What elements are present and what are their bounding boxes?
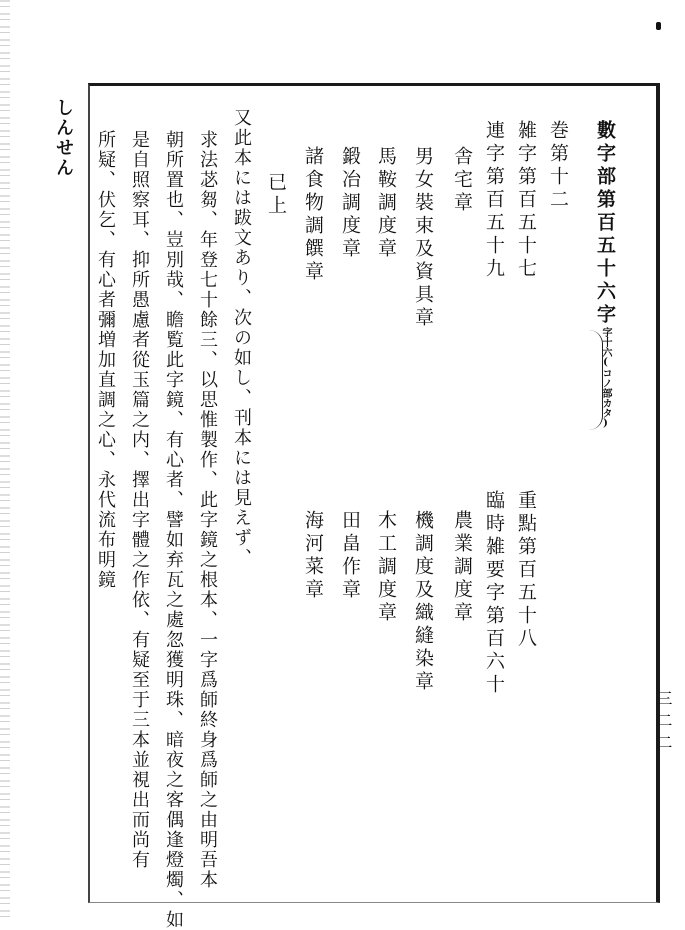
section-title-main: 數字部第百五十六字 xyxy=(594,120,616,327)
toc-entry: 臨時雑要字第百六十 xyxy=(483,490,505,697)
toc-entry: 農業調度章 xyxy=(451,510,473,625)
ink-mark xyxy=(656,22,661,30)
title-note-c: カタ) xyxy=(600,398,611,429)
body-line: 求法苾芻、年登七十餘三、以思惟製作、此字鏡之根本、一字爲師終身爲師之由明吾本 xyxy=(197,130,218,890)
toc-entry: 重點第百五十八 xyxy=(515,490,537,651)
volume-heading: 巻第十二 xyxy=(547,120,569,212)
toc-entry: 機調度及織縫染章 xyxy=(412,510,434,694)
toc-entry: 男女裝束及資具章 xyxy=(412,146,434,330)
toc-entry: 鍛冶調度章 xyxy=(339,146,361,261)
note-line: 又此本には跋文あり、次の如し、刊本には見えず、 xyxy=(231,108,252,568)
page-number: 三二二 xyxy=(654,690,673,756)
toc-entry: 田畠作章 xyxy=(339,510,361,602)
toc-entry: 諸食物調饌章 xyxy=(302,146,324,284)
toc-entry: 舎宅章 xyxy=(451,146,473,215)
body-line: 朝所置也、豈別哉、瞻覧此字鏡、有心者、譬如弃瓦之處忽獲明珠、暗夜之客偶逢燈燭、如 xyxy=(163,130,184,930)
toc-entry: 海河菜章 xyxy=(302,510,324,602)
title-note-a: 字十 xyxy=(600,327,611,347)
toc-entry: 木工調度章 xyxy=(375,510,397,625)
toc-entry: 馬鞍調度章 xyxy=(375,146,397,261)
body-line: 所疑、伏乞、有心者彌増加直調之心、永代流布明鏡 xyxy=(95,130,116,590)
end-mark: 已上 xyxy=(265,172,287,218)
title-note-b: 六(コノ部 xyxy=(600,347,611,398)
side-label: しんせん xyxy=(53,98,74,178)
body-line: 是自照察耳、抑所愚慮者從玉篇之内、擇出字體之作依、有疑至于三本並視出而尚有 xyxy=(129,130,150,870)
toc-entry: 連字第百五十九 xyxy=(483,120,505,281)
title-note-bracket xyxy=(572,330,603,430)
toc-entry: 雑字第百五十七 xyxy=(515,120,537,281)
scan-edge-noise xyxy=(0,0,10,917)
